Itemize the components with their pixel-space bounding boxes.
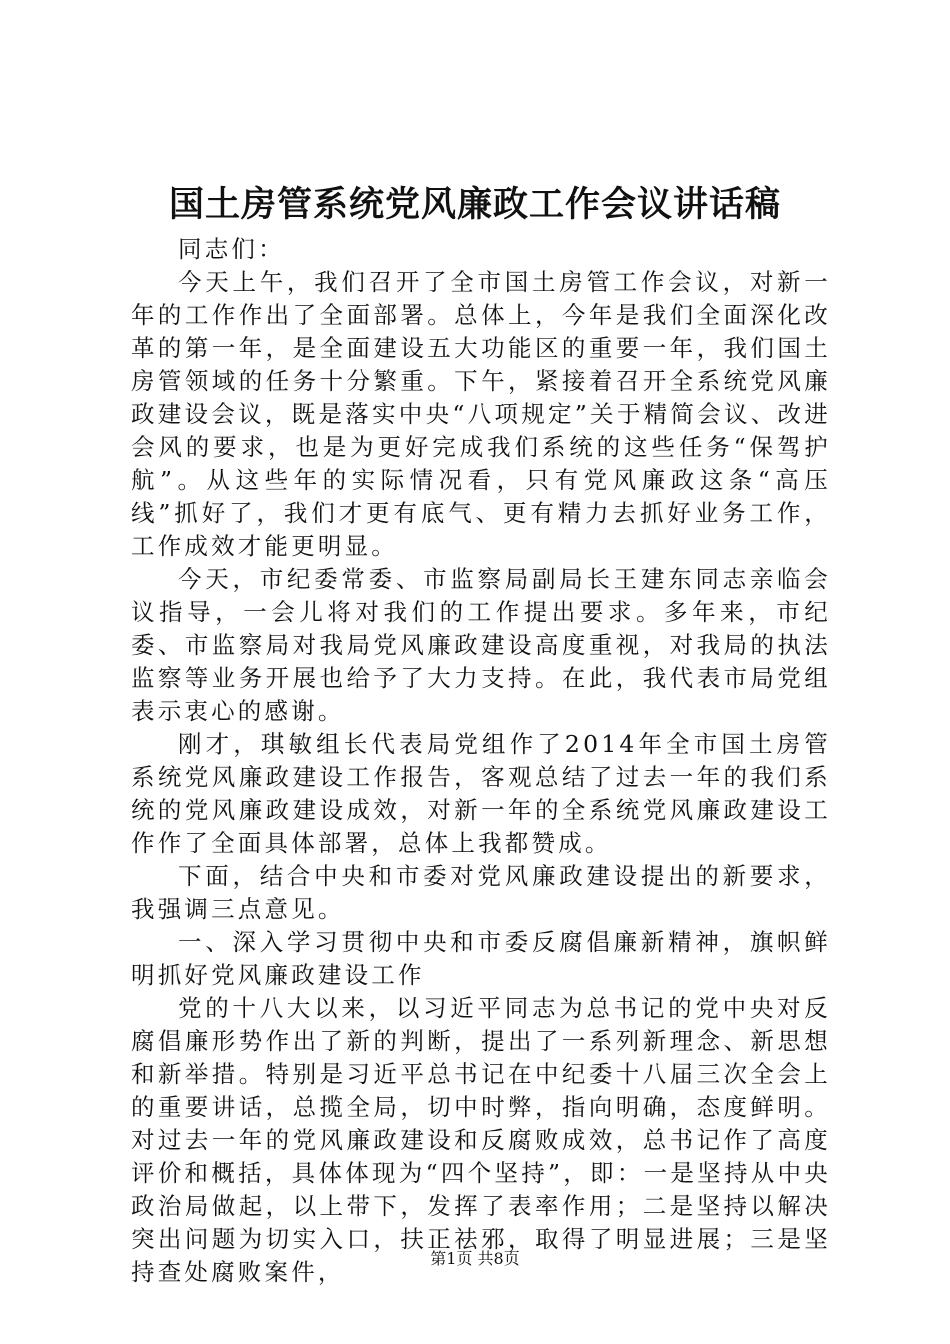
paragraph-3: 刚才，琪敏组长代表局党组作了2014年全市国土房管系统党风廉政建设工作报告，客观总结了过去一年的我们系统的党风廉政建设成效，对新一年的全系统党风廉政建设工作作了全面具体部署，总体上我都赞成。 xyxy=(131,730,831,857)
paragraph-1: 今天上午，我们召开了全市国土房管工作会议，对新一年的工作作出了全面部署。总体上，今年是我们全面深化改革的第一年，是全面建设五大功能区的重要一年，我们国土房管领域的任务十分繁重。下午，紧接着召开全系统党风廉政建设会议，既是落实中央“八项规定”关于精简会议、改进会风的要求，也是为更好完成我们系统的这些任务“保驾护航”。从这些年的实际情况看，只有党风廉政这条“高压线”抓好了，我们才更有底气、更有精力去抓好业务工作，工作成效才能更明显。 xyxy=(131,268,831,560)
page-footer: 第1页 共8页 xyxy=(430,1249,520,1268)
paragraph-4: 下面，结合中央和市委对党风廉政建设提出的新要求，我强调三点意见。 xyxy=(131,862,831,923)
paragraph-5: 党的十八大以来，以习近平同志为总书记的党中央对反腐倡廉形势作出了新的判断，提出了一系列新理念、新思想和新举措。特别是习近平总书记在中纪委十八届三次全会上的重要讲话，总揽全局，切中时弊，指向明确，态度鲜明。对过去一年的党风廉政建设和反腐败成效，总书记作了高度评价和概括，具体体现为“四个坚持”，即：一是坚持从中央政治局做起，以上带下，发挥了表率作用；二是坚持以解决突出问题为切实入口，扶正祛邪，取得了明显进展；三是坚持查处腐败案件， xyxy=(131,994,831,1286)
document-body xyxy=(131,233,831,1289)
document-title: 国土房管系统党风廉政工作会议讲话稿 xyxy=(168,184,781,225)
section-heading-1: 一、深入学习贯彻中央和市委反腐倡廉新精神，旗帜鲜明抓好党风廉政建设工作 xyxy=(131,928,831,989)
salutation: 同志们： xyxy=(178,235,285,263)
paragraph-2: 今天，市纪委常委、市监察局副局长王建东同志亲临会议指导，一会儿将对我们的工作提出要求。多年来，市纪委、市监察局对我局党风廉政建设高度重视，对我局的执法监察等业务开展也给予了大力支持。在此，我代表市局党组表示衷心的感谢。 xyxy=(131,565,831,725)
